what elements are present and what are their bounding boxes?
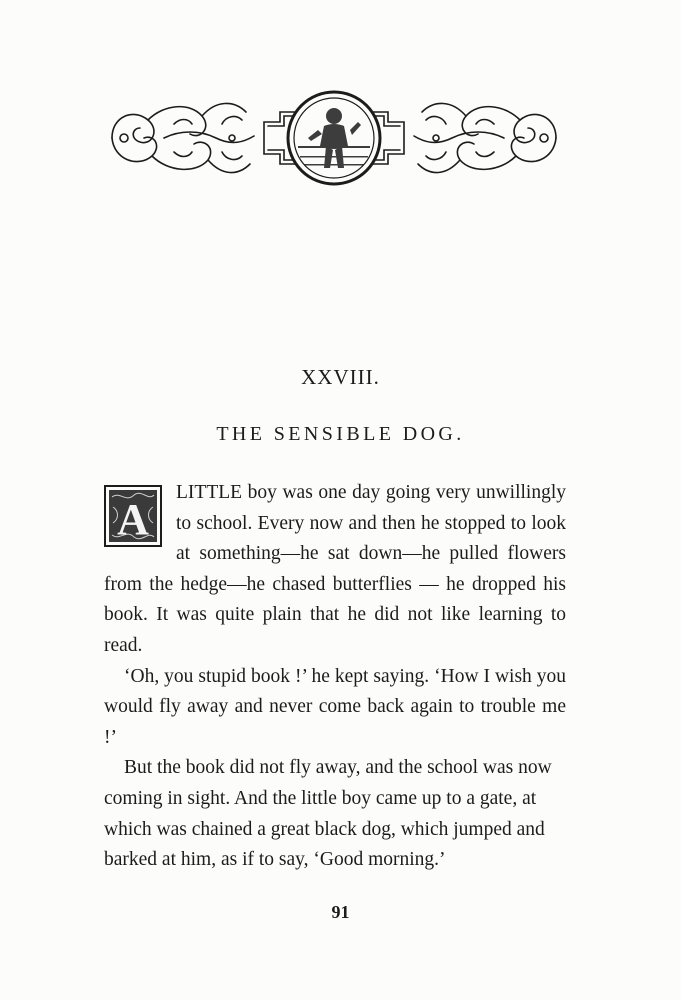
page-number: 91 — [331, 902, 350, 922]
chapter-number: XXVIII. — [301, 365, 380, 389]
drop-cap-initial — [104, 485, 162, 547]
paragraph-3: But the book did not fly away, and the school was now coming in sight. And the little boy came up to a gate, at which was chained a great black dog, which jumped and barked at him, as if to say, ‘Good morning.’ — [104, 757, 552, 871]
paragraph-2: ‘Oh, you stupid book !’ he kept saying. ‘How I wish you would fly away and never come back again to trouble me !’ — [104, 665, 566, 748]
drop-cap-letter: A — [117, 495, 149, 544]
ornamental-headpiece — [104, 86, 564, 190]
chapter-text — [104, 478, 566, 876]
chapter-title: THE SENSIBLE DOG. — [216, 423, 465, 445]
paragraph-1: LITTLE boy was one day going very unwillingly to school. Every now and then he stopped to look at something—he sat down—he pulled flowers from the hedge—he chased butterflies — he dropped his book. It was quite plain that he did not like learning to read. — [104, 482, 566, 656]
